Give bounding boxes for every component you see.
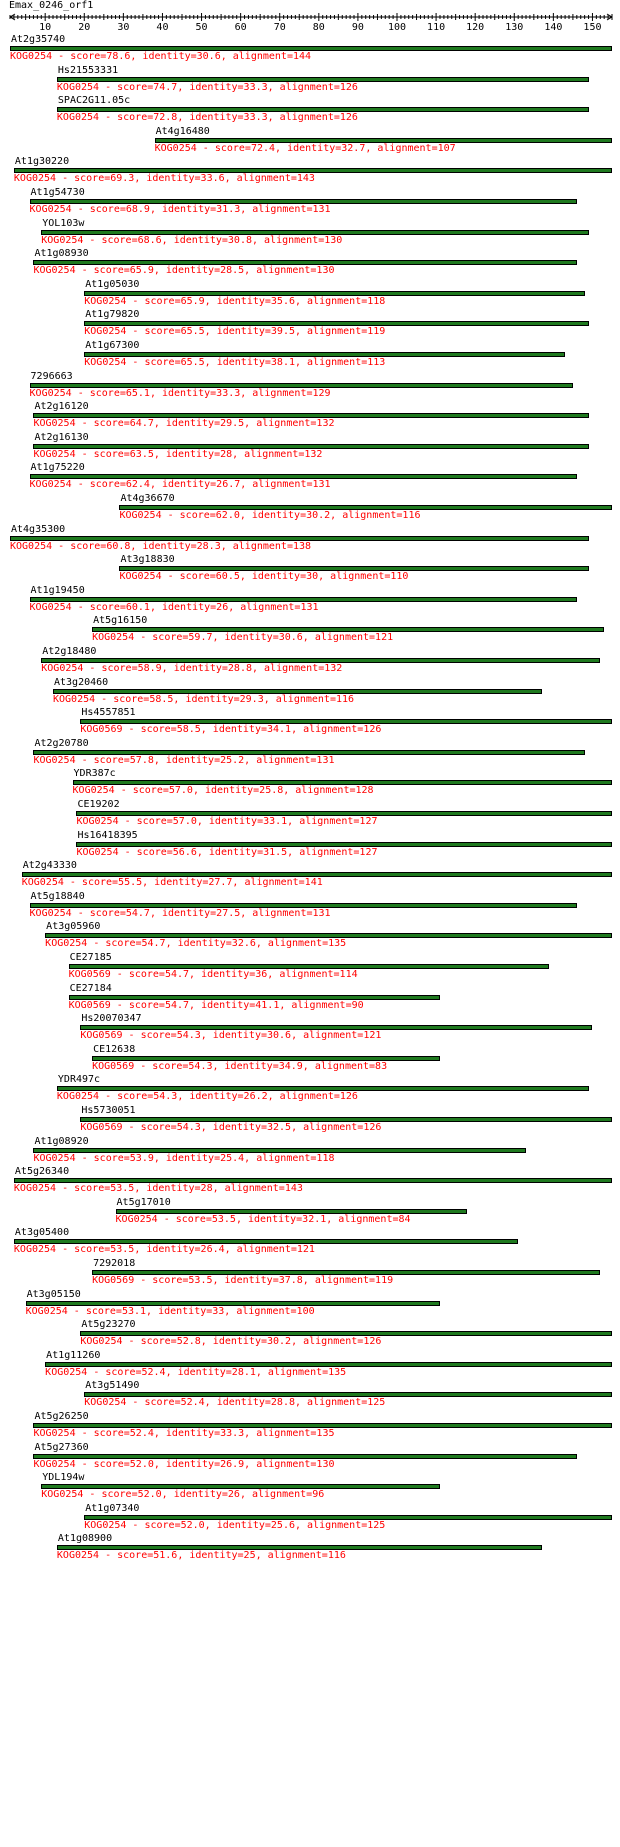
hit-name: At1g30220	[14, 156, 70, 168]
ruler-tick-label: 140	[544, 22, 563, 32]
hit-name: At5g18840	[30, 890, 85, 902]
hit-description: KOG0254 - score=52.0, identity=26.9, alignment=130	[33, 1458, 335, 1470]
hit-name: At4g36670	[120, 493, 175, 504]
hit-description: KOG0254 - score=65.9, identity=35.6, alignment=118	[84, 295, 386, 307]
hit-name: At4g35300	[11, 523, 66, 535]
hit-name: At1g79820	[85, 309, 140, 321]
ruler-tick-label: 60	[234, 22, 247, 32]
hit-name: At1g08920	[34, 1135, 89, 1147]
hit-description: KOG0254 - score=78.6, identity=30.6, alignment=144	[10, 51, 312, 62]
hit-name: At5g26340	[14, 1166, 70, 1178]
hit-description: KOG0254 - score=60.5, identity=30, alignment=110	[119, 571, 409, 583]
hit-name: At2g16130	[34, 431, 89, 443]
hit-name: At2g43330	[22, 860, 77, 872]
hit-name: At3g51490	[85, 1380, 140, 1392]
hit-description: KOG0254 - score=54.3, identity=26.2, alignment=126	[56, 1091, 358, 1103]
hit-name: CE27184	[69, 982, 112, 994]
hit-description: KOG0254 - score=53.5, identity=32.1, alignment=84	[115, 1213, 411, 1225]
ruler-tick-label: 40	[156, 22, 169, 32]
hit-name: At1g11260	[46, 1349, 101, 1361]
hit-name: At5g16150	[93, 615, 148, 627]
hit-description: KOG0254 - score=65.9, identity=28.5, alignment=130	[33, 265, 335, 277]
ruler-tick-label: 80	[312, 22, 325, 32]
hit-name: YDR387c	[73, 768, 116, 780]
hit-description: KOG0254 - score=62.0, identity=30.2, alignment=116	[119, 510, 421, 521]
hit-name: 7292018	[93, 1258, 136, 1269]
hit-description: KOG0254 - score=53.1, identity=33, alignment=100	[25, 1305, 315, 1317]
hit-name: SPAC2G11.05c	[57, 95, 131, 107]
hit-description: KOG0254 - score=54.7, identity=32.6, alignment=135	[45, 938, 347, 950]
hit-description: KOG0254 - score=56.6, identity=31.5, alignment=127	[76, 846, 378, 858]
ruler-tick-label: 120	[466, 22, 485, 32]
hit-description: KOG0254 - score=52.4, identity=33.3, alignment=135	[33, 1428, 335, 1439]
hit-description: KOG0254 - score=60.1, identity=26, alignment=131	[29, 601, 319, 613]
ruler-tick-label: 10	[39, 22, 52, 32]
hit-description: KOG0254 - score=52.0, identity=25.6, alignment=125	[84, 1519, 386, 1531]
hit-description: KOG0254 - score=72.4, identity=32.7, alignment=107	[154, 142, 456, 154]
hit-name: YOL103w	[42, 217, 85, 229]
hit-name: At2g35740	[11, 34, 66, 45]
hit-description: KOG0254 - score=58.5, identity=29.3, alignment=116	[53, 693, 355, 705]
hit-description: KOG0254 - score=74.7, identity=33.3, alignment=126	[56, 81, 358, 93]
hit-name: At2g20780	[34, 737, 89, 749]
hit-description: KOG0254 - score=59.7, identity=30.6, alignment=121	[92, 632, 394, 644]
hit-name: 7296663	[30, 370, 73, 382]
hit-name: At1g08900	[57, 1533, 113, 1545]
hit-description: KOG0254 - score=68.6, identity=30.8, alignment=130	[41, 234, 343, 246]
hit-description: KOG0254 - score=68.9, identity=31.3, alignment=131	[29, 204, 331, 215]
hit-description: KOG0254 - score=65.5, identity=38.1, alignment=113	[84, 357, 386, 368]
hit-name: At1g07340	[85, 1502, 140, 1514]
ruler-tick-label: 130	[505, 22, 524, 32]
hit-description: KOG0254 - score=64.7, identity=29.5, alignment=132	[33, 418, 335, 430]
hit-description: KOG0254 - score=60.8, identity=28.3, alignment=138	[10, 540, 312, 552]
hit-description: KOG0569 - score=54.3, identity=34.9, alignment=83	[92, 1060, 388, 1072]
hit-name: Hs4557851	[81, 707, 136, 719]
hit-name: At1g67300	[85, 340, 140, 351]
hit-name: CE12638	[93, 1043, 136, 1055]
ruler-tick-label: 50	[195, 22, 208, 32]
hit-description: KOG0254 - score=63.5, identity=28, alignment=132	[33, 448, 323, 460]
hit-description: KOG0254 - score=72.8, identity=33.3, alignment=126	[56, 112, 358, 124]
hit-name: At1g19450	[30, 584, 85, 596]
hit-name: Hs16418395	[77, 829, 138, 841]
hit-description: KOG0254 - score=53.9, identity=25.4, alignment=118	[33, 1152, 335, 1164]
query-title: Emax_0246_orf1	[9, 0, 94, 11]
hit-name: At5g23270	[81, 1319, 136, 1331]
hit-description: KOG0254 - score=65.5, identity=39.5, alignment=119	[84, 326, 386, 338]
hit-description: KOG0569 - score=54.3, identity=32.5, alignment=126	[80, 1122, 382, 1133]
hit-description: KOG0254 - score=52.4, identity=28.1, alignment=135	[45, 1366, 347, 1378]
hit-description: KOG0254 - score=62.4, identity=26.7, alignment=131	[29, 479, 331, 491]
hit-name: At3g05400	[14, 1227, 70, 1239]
hit-name: YDR497c	[57, 1074, 101, 1086]
hit-name: At3g20460	[54, 676, 109, 688]
hit-name: CE27185	[69, 952, 112, 963]
hit-name: At4g16480	[155, 125, 210, 137]
ruler-tick-label: 90	[351, 22, 364, 32]
hit-name: At3g18830	[120, 554, 175, 566]
ruler-tick-label: 20	[78, 22, 91, 32]
hit-name: Hs20070347	[81, 1013, 142, 1025]
ruler-tick-label: 110	[427, 22, 446, 32]
hit-description: KOG0254 - score=52.8, identity=30.2, alignment=126	[80, 1336, 382, 1348]
ruler-tick-label: 30	[117, 22, 130, 32]
hit-description: KOG0254 - score=57.0, identity=25.8, alignment=128	[72, 785, 374, 797]
hit-name: Hs5730051	[81, 1105, 136, 1116]
hit-description: KOG0569 - score=54.7, identity=41.1, alignment=90	[68, 999, 364, 1011]
hit-name: At1g05030	[85, 278, 140, 290]
ruler-tick-label: 100	[387, 22, 407, 32]
hit-name: At5g26250	[34, 1411, 89, 1422]
hit-description: KOG0254 - score=55.5, identity=27.7, alignment=141	[21, 877, 323, 889]
ruler-tick-label: 70	[273, 22, 286, 32]
hit-name: At3g05960	[46, 921, 101, 933]
hit-description: KOG0254 - score=53.5, identity=26.4, alignment=121	[13, 1244, 315, 1256]
hit-name: YDL194w	[42, 1472, 85, 1484]
ruler-tick-label: 150	[583, 22, 602, 32]
hit-description: KOG0254 - score=51.6, identity=25, alignment=116	[56, 1550, 346, 1562]
hit-name: At1g08930	[34, 248, 89, 260]
hit-name: CE19202	[77, 799, 120, 810]
hit-description: KOG0254 - score=58.9, identity=28.8, alignment=132	[41, 663, 343, 674]
hit-name: At5g27360	[34, 1441, 89, 1453]
hit-description: KOG0569 - score=54.7, identity=36, alignment=114	[68, 969, 358, 980]
hit-description: KOG0569 - score=58.5, identity=34.1, alignment=126	[80, 724, 382, 736]
hit-description: KOG0254 - score=52.0, identity=26, alignment=96	[41, 1489, 325, 1501]
hit-description: KOG0254 - score=54.7, identity=27.5, alignment=131	[29, 907, 331, 919]
hit-name: At2g18480	[42, 646, 97, 657]
hit-description: KOG0254 - score=53.5, identity=28, alignment=143	[13, 1183, 303, 1195]
hit-name: At1g54730	[30, 187, 85, 198]
hit-name: Hs21553331	[57, 64, 119, 76]
hit-description: KOG0569 - score=54.3, identity=30.6, alignment=121	[80, 1030, 382, 1042]
hit-description: KOG0254 - score=57.0, identity=33.1, alignment=127	[76, 816, 378, 827]
hit-description: KOG0254 - score=57.8, identity=25.2, alignment=131	[33, 754, 335, 766]
hit-name: At5g17010	[116, 1196, 171, 1208]
hit-description: KOG0254 - score=69.3, identity=33.6, alignment=143	[13, 173, 315, 185]
hit-description: KOG0569 - score=53.5, identity=37.8, alignment=119	[92, 1275, 394, 1286]
hit-description: KOG0254 - score=52.4, identity=28.8, alignment=125	[84, 1397, 386, 1409]
hit-description: KOG0254 - score=65.1, identity=33.3, alignment=129	[29, 387, 331, 399]
hit-name: At2g16120	[34, 401, 89, 413]
hit-name: At1g75220	[30, 462, 85, 474]
hit-name: At3g05150	[26, 1288, 81, 1300]
